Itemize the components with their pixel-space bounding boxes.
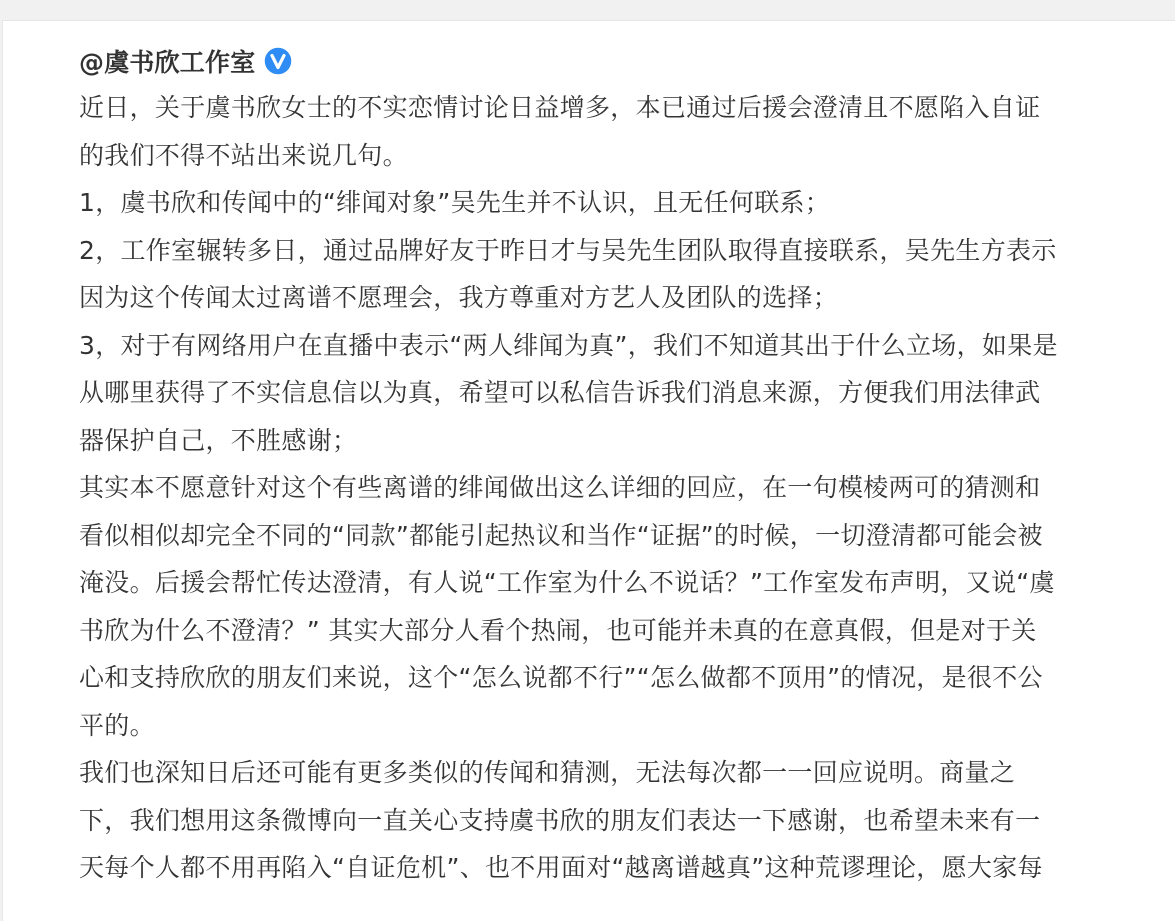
- post-line: 书欣为什么不澄清？” 其实大部分人看个热闹，也可能并未真的在意真假，但是对于关: [79, 615, 1037, 645]
- post-line: 因为这个传闻太过离谱不愿理会，我方尊重对方艺人及团队的选择；: [79, 283, 839, 312]
- post-line: 看似相似却完全不同的“同款”都能引起热议和当作“证据”的时候，一切澄清都可能会被: [79, 520, 1043, 550]
- post-line: 从哪里获得了不实信息信以为真，希望可以私信告诉我们消息来源，方便我们用法律武: [79, 378, 1041, 407]
- post-line: 我们也深知日后还可能有更多类似的传闻和猜测，无法每次都一一回应说明。商量之: [79, 758, 1016, 787]
- post-line: 淹没。后援会帮忙传达澄清，有人说“工作室为什么不说话？”工作室发布声明，又说“虞: [79, 568, 1055, 597]
- post-line: 平的。: [79, 710, 155, 740]
- post-content: [79, 43, 1175, 892]
- post-line: 1，虞书欣和传闻中的“绯闻对象”吴先生并不认识，且无任何联系；: [79, 188, 831, 217]
- weibo-post-card: [2, 20, 1175, 921]
- post-line: 2，工作室辗转多日，通过品牌好友于昨日才与吴先生团队取得直接联系，吴先生方表示: [79, 235, 1057, 265]
- post-line: 心和支持欣欣的朋友们来说，这个“怎么说都不行”“怎么做都不顶用”的情况，是很不公: [79, 663, 1043, 692]
- post-line: 器保护自己，不胜感谢；: [79, 425, 358, 455]
- post-line: 近日，关于虞书欣女士的不实恋情讨论日益增多，本已通过后援会澄清且不愿陷入自证: [79, 93, 1041, 122]
- author-row: [79, 43, 1175, 79]
- post-line: 的我们不得不站出来说几句。: [79, 140, 408, 170]
- author-name[interactable]: @虞书欣工作室: [79, 48, 256, 77]
- post-line: 天每个人都不用再陷入“自证危机”、也不用面对“越离谱越真”这种荒谬理论，愿大家每: [79, 853, 1043, 882]
- post-text: [79, 84, 1175, 892]
- post-line: 其实本不愿意针对这个有些离谱的绯闻做出这么详细的回应，在一句模棱两可的猜测和: [79, 473, 1041, 502]
- post-line: 3，对于有网络用户在直播中表示“两人绯闻为真”，我们不知道其出于什么立场，如果是: [79, 330, 1058, 360]
- verified-icon: [263, 46, 293, 76]
- post-line: 下，我们想用这条微博向一直关心支持虞书欣的朋友们表达一下感谢，也希望未来有一: [79, 805, 1041, 835]
